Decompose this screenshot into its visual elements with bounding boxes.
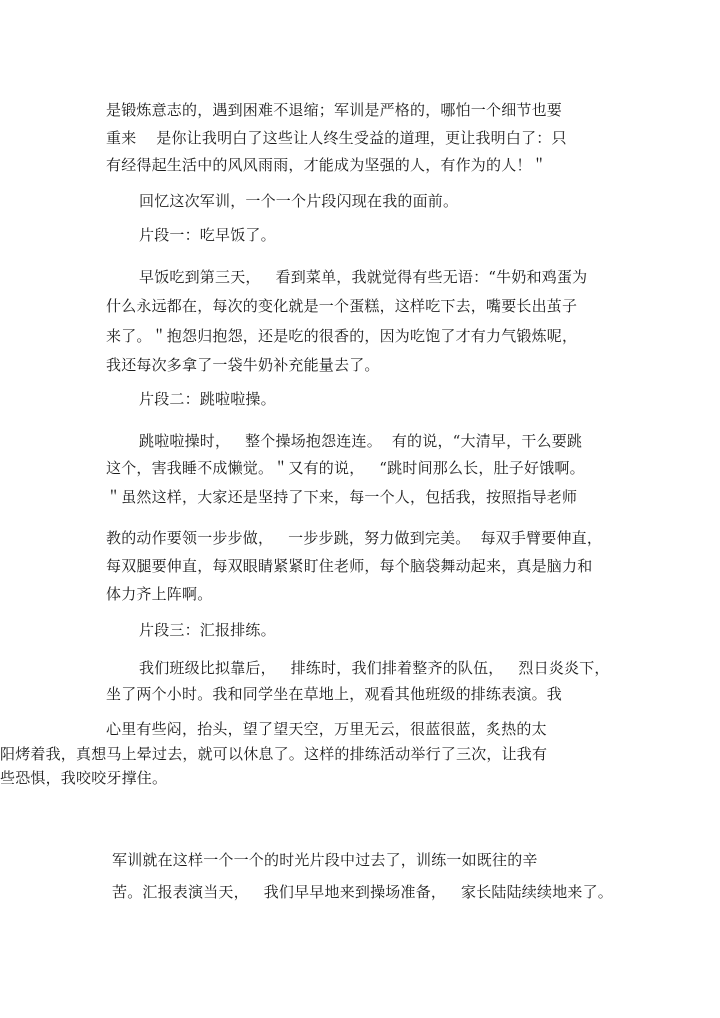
text-line: 重来 是你让我明白了这些让人终生受益的道理，更让我明白了：只 [106,129,567,147]
text-line: 军训就在这样一个一个的时光片段中过去了，训练一如既往的辛 [112,851,538,869]
text-line: 些恐惧，我咬咬牙撑住。 [0,769,168,787]
section-heading: 片段二：跳啦啦操。 [139,390,276,408]
text-line: 回忆这次军训，一个一个片段闪现在我的面前。 [139,192,459,210]
text-line: 体力齐上阵啊。 [106,585,213,603]
text-line: 我还每次多拿了一袋牛奶补充能量去了。 [106,356,380,374]
section-heading: 片段一：吃早饭了。 [139,226,276,244]
text-line: 我们班级比拟靠后， 排练时，我们排着整齐的队伍， 烈日炎炎下， [139,659,610,677]
text-line: 苦。汇报表演当天， 我们早早地来到操场准备， 家长陆陆续续地来了。 [112,883,614,901]
section-heading: 片段三：汇报排练。 [139,621,276,639]
text-line: 跳啦啦操时， 整个操场抱怨连连。 有的说，“大清早，干么要跳 [139,432,583,450]
text-line: 阳烤着我，真想马上晕过去，就可以休息了。这样的排练活动举行了三次，让我有 [0,745,548,763]
text-line: ＂虽然这样，大家还是坚持了下来，每一个人，包括我，按照指导老师 [106,488,578,506]
text-line: 来了。＂抱怨归抱怨，还是吃的很香的，因为吃饱了才有力气锻炼呢， [106,327,578,345]
text-line: 什么永远都在，每次的变化就是一个蛋糕，这样吃下去，嘴要长出茧子 [106,297,578,315]
text-line: 这个，害我睡不成懒觉。＂又有的说， “跳时间那么长，肚子好饿啊。 [106,459,585,477]
text-line: 早饭吃到第三天， 看到菜单，我就觉得有些无语：“牛奶和鸡蛋为 [139,268,588,286]
text-line: 教的动作要领一步步做， 一步步跳，努力做到完美。 每双手臂要伸直， [106,529,603,547]
text-line: 是锻炼意志的，遇到困难不退缩；军训是严格的，哪怕一个细节也要 [106,101,563,119]
text-line: 有经得起生活中的风风雨雨，才能成为坚强的人，有作为的人！＂ [106,156,547,174]
text-line: 坐了两个小时。我和同学坐在草地上，观看其他班级的排练表演。我 [106,685,563,703]
text-line: 心里有些闷，抬头，望了望天空，万里无云，很蓝很蓝，炙热的太 [106,720,547,738]
text-line: 每双腿要伸直，每双眼睛紧紧盯住老师，每个脑袋舞动起来，真是脑力和 [106,557,593,575]
